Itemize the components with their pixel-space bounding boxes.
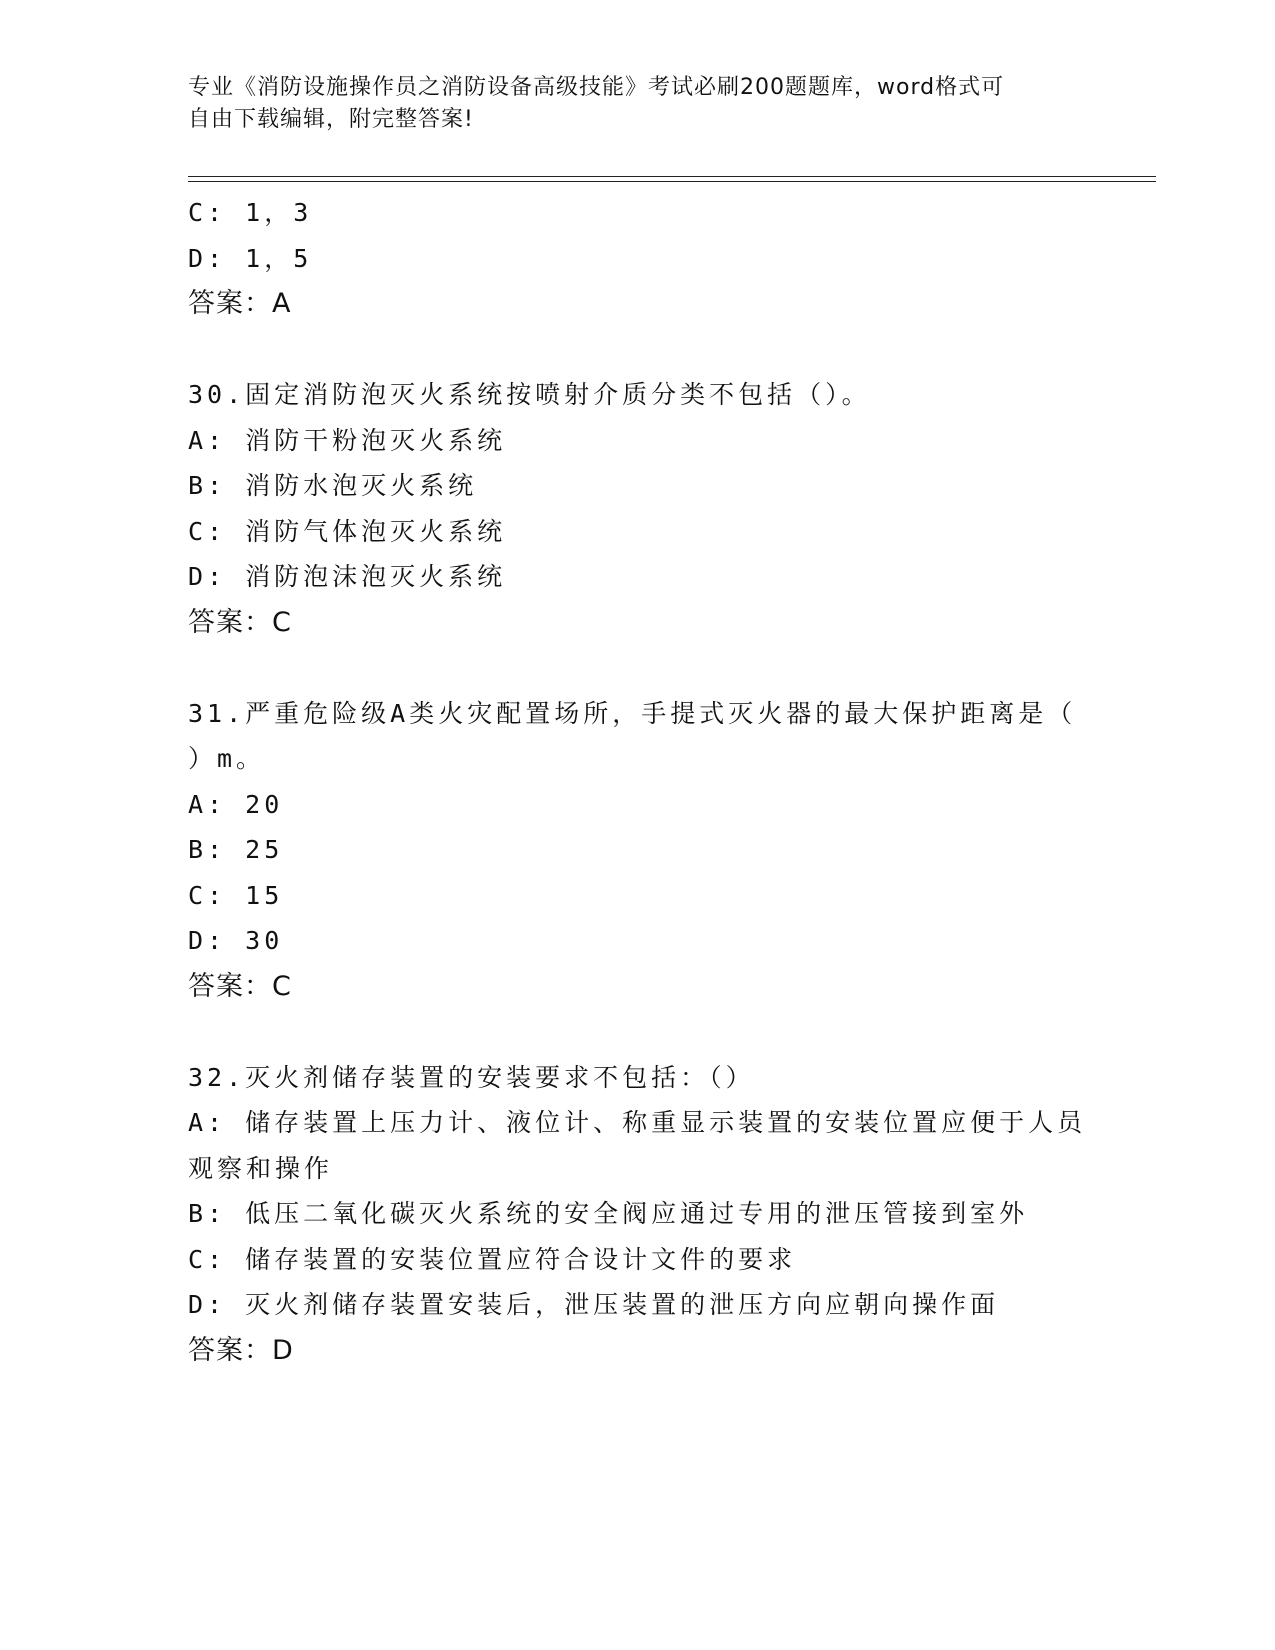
option-d: D: 1，5 (188, 243, 313, 273)
document-header (188, 72, 1068, 136)
option-b: B: 25 (188, 835, 284, 864)
option-c: C: 储存装置的安装位置应符合设计文件的要求 (188, 1244, 797, 1274)
option-c: C: 1，3 (188, 198, 313, 227)
answer-line: 答案：D (188, 1334, 294, 1366)
option-a-line-2: 观察和操作 (188, 1153, 334, 1183)
option-a: A: 消防干粉泡灭火系统 (188, 425, 507, 455)
question-list (188, 190, 1088, 1373)
option-d: D: 30 (188, 926, 284, 955)
option-b: B: 低压二氧化碳灭火系统的安全阀应通过专用的泄压管接到室外 (188, 1199, 1029, 1228)
option-c: C: 15 (188, 880, 284, 910)
option-c: C: 消防气体泡灭火系统 (188, 516, 507, 546)
answer-line: 答案：C (188, 606, 292, 638)
header-line-1: 专业《消防设施操作员之消防设备高级技能》考试必刷200题题库，word格式可 (188, 75, 1005, 100)
spacer (188, 327, 1088, 373)
spacer (188, 645, 1088, 691)
answer-line: 答案：A (188, 288, 292, 319)
option-d: D: 消防泡沫泡灭火系统 (188, 562, 507, 591)
header-divider-top (188, 176, 1156, 177)
header-line-2: 自由下载编辑，附完整答案! (188, 107, 474, 132)
question-block-30 (188, 372, 1088, 645)
question-block-31 (188, 691, 1088, 1010)
spacer (188, 1009, 1088, 1055)
header-divider-bottom (188, 181, 1156, 182)
question-block-32 (188, 1055, 1088, 1374)
question-text: 30.固定消防泡灭火系统按喷射介质分类不包括（）。 (188, 380, 871, 409)
option-a-line-1: A: 储存装置上压力计、液位计、称重显示装置的安装位置应便于人员 (188, 1108, 1087, 1137)
option-b: B: 消防水泡灭火系统 (188, 471, 478, 500)
option-a: A: 20 (188, 789, 284, 819)
question-text: 32.灭火剂储存装置的安装要求不包括：（） (188, 1062, 755, 1092)
question-text-line-2: ）m。 (188, 744, 266, 773)
question-block-29 (188, 190, 1088, 327)
question-text-line-1: 31.严重危险级A类火灾配置场所，手提式灭火器的最大保护距离是（ (188, 698, 1077, 728)
option-d: D: 灭火剂储存装置安装后，泄压装置的泄压方向应朝向操作面 (188, 1290, 1000, 1319)
answer-line: 答案：C (188, 970, 292, 1002)
